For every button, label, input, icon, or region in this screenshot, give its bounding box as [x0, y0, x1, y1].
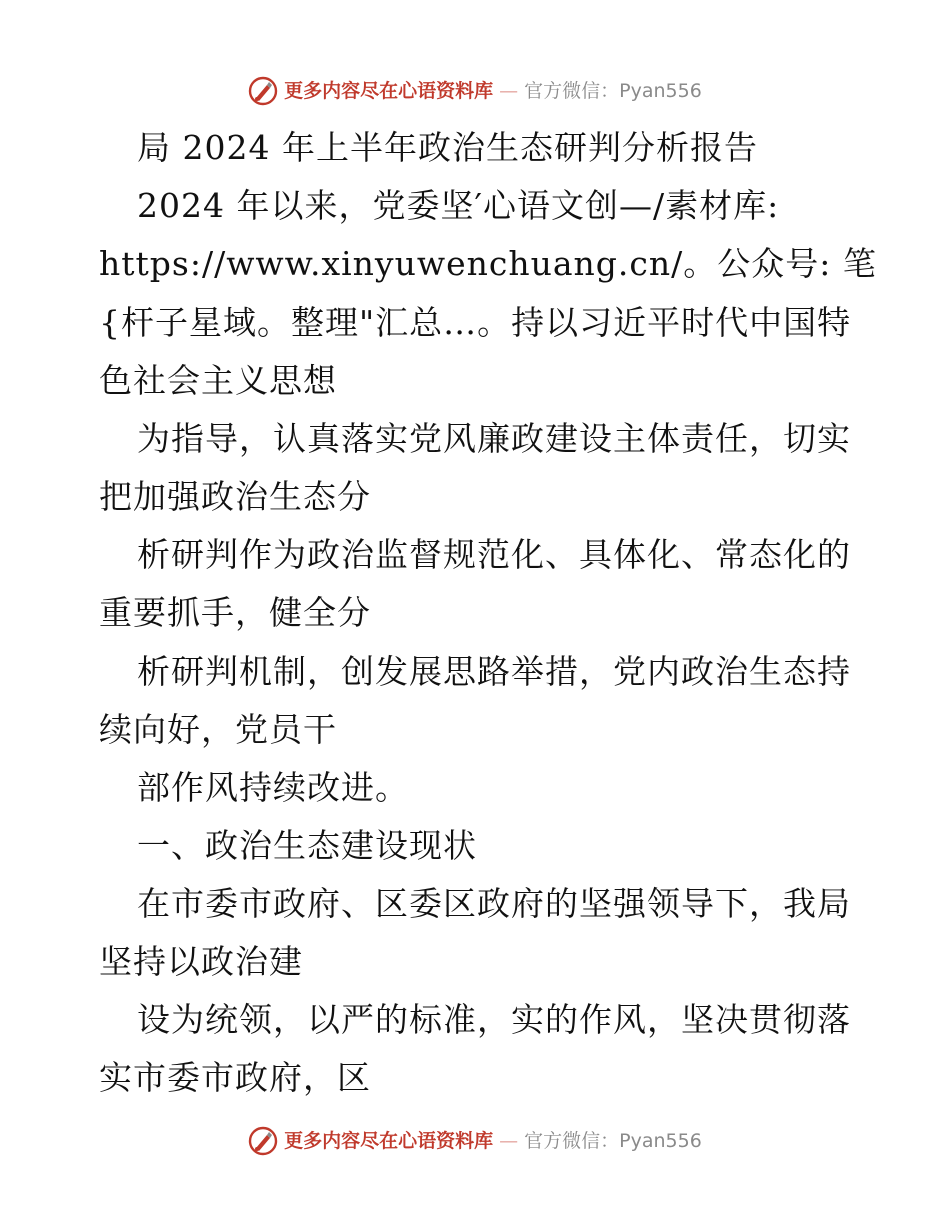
watermark-separator: — — [499, 1130, 519, 1152]
paragraph-line: {杆子星域。整理"汇总…。持以习近平时代中国特 — [99, 303, 852, 342]
pen-seal-logo-icon — [248, 76, 278, 106]
section-heading: 一、政治生态建设现状 — [137, 826, 477, 865]
header-watermark — [0, 76, 950, 106]
watermark-separator: — — [499, 80, 519, 102]
footer-watermark — [0, 1126, 950, 1156]
paragraph-line: 析研判作为政治监督规范化、具体化、常态化的 — [137, 535, 851, 574]
paragraph-line: 设为统领，以严的标准，实的作风，坚决贯彻落 — [137, 1000, 851, 1039]
paragraph-line: 实市委市政府，区 — [99, 1058, 371, 1097]
watermark-wechat-text: 官方微信：Pyan556 — [524, 80, 702, 102]
paragraph-line: 色社会主义思想 — [99, 361, 337, 400]
paragraph-line: 把加强政治生态分 — [99, 477, 371, 516]
paragraph-line: 为指导，认真落实党风廉政建设主体责任，切实 — [137, 419, 851, 458]
watermark-main-text: 更多内容尽在心语资料库 — [284, 1130, 494, 1152]
paragraph-line: 重要抓手，健全分 — [99, 593, 371, 632]
watermark-main-text: 更多内容尽在心语资料库 — [284, 80, 494, 102]
watermark-wechat-text: 官方微信：Pyan556 — [524, 1130, 702, 1152]
paragraph-line: 2024 年以来，党委坚′心语文创—/素材库: — [137, 186, 780, 225]
paragraph-line: 部作风持续改进。 — [137, 768, 409, 807]
paragraph-line: 析研判机制，创发展思路举措，党内政治生态持 — [137, 652, 851, 691]
document-title: 局 2024 年上半年政治生态研判分析报告 — [137, 128, 758, 167]
pen-seal-logo-icon — [248, 1126, 278, 1156]
paragraph-line: 在市委市政府、区委区政府的坚强领导下，我局 — [137, 884, 851, 923]
paragraph-line: 续向好，党员干 — [99, 710, 337, 749]
paragraph-line: https://www.xinyuwenchuang.cn/。公众号: 笔 — [99, 244, 877, 283]
paragraph-line: 坚持以政治建 — [99, 942, 303, 981]
